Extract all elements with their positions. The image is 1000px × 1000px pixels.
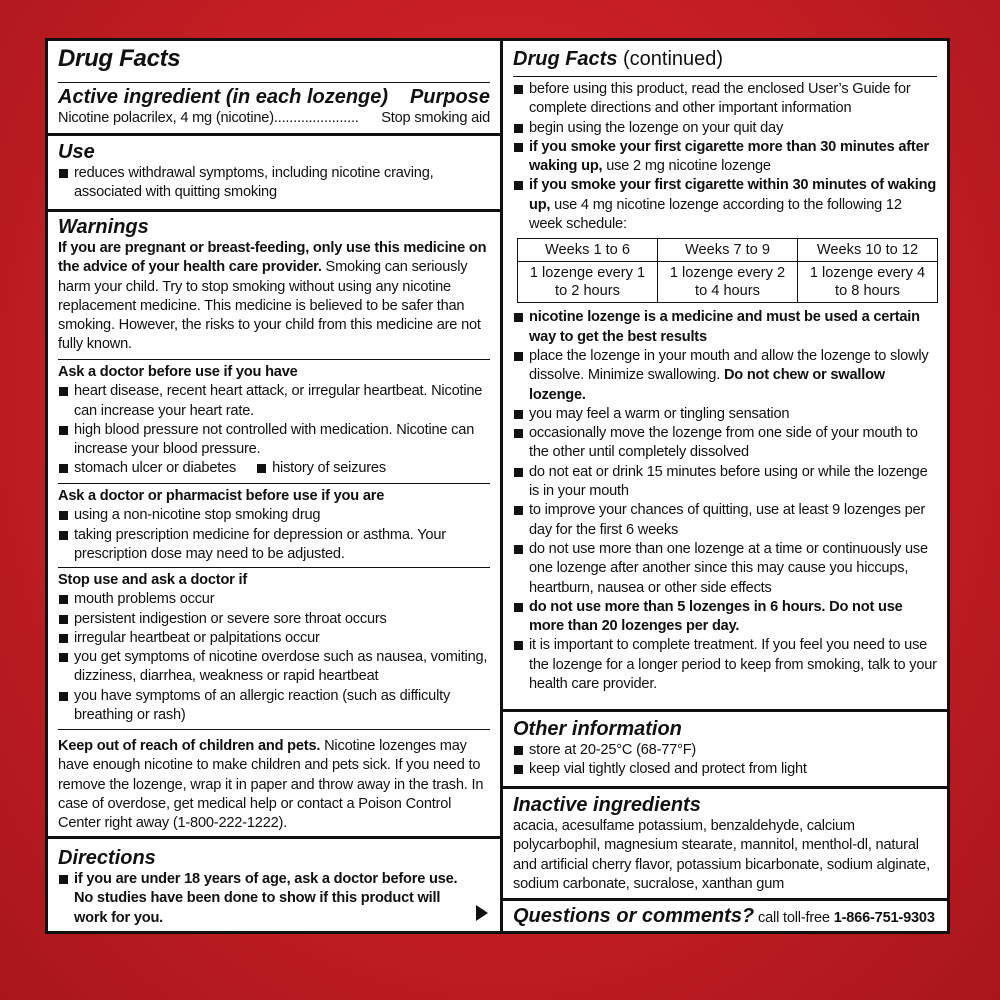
list-item: to improve your chances of quitting, use at least 9 lozenges per day for the first 6 weeks [513,501,937,540]
active-ingredient-section [48,85,500,128]
use-item: reduces withdrawal symptoms, including nicotine craving, associated with quitting smoking [58,164,490,203]
purpose-heading: Purpose [409,86,490,108]
use-section [48,140,500,203]
list-item: occasionally move the lozenge from one side of your mouth to the other until completely dissolved [513,424,937,463]
table-header-cell: Weeks 7 to 9 [658,239,798,262]
keep-out-text: Nicotine lozenges may have enough nicotine to make children and pets sick. If you need to remove the lozenge, wrap it in paper and throw away in the trash. In case of overdose, get medical help or contact a Poison Control Center right away (1-800-222-1222). [58,738,484,832]
phone-number: 1-866-751-9303 [833,910,935,926]
inactive-text: acacia, acesulfame potassium, benzaldehyde, calcium polycarbophil, magnesium stearate, mannitol, menthol-dl, natural and artificial cherry flavor, potassium bicarbonate, sodium alginate, sodium carbonate, sucralose, xanthan gum [513,818,930,892]
section-divider [48,209,500,212]
table-row [518,262,938,303]
list-item: do not use more than 5 lozenges in 6 hours. Do not use more than 20 lozenges per day. [513,598,937,637]
ingredient-line: Nicotine polacrilex, 4 mg (nicotine)...................... [58,110,359,126]
table-cell: 1 lozenge every 4 to 8 hours [798,262,938,303]
section-divider [503,709,947,712]
continue-arrow-icon [476,905,488,921]
table-cell: 1 lozenge every 2 to 4 hours [658,262,798,303]
right-column [503,41,947,931]
list-item: taking prescription medicine for depression or asthma. Your prescription dose may need to be adjusted. [58,526,490,565]
stop-use-section [48,571,500,725]
section-divider [503,898,947,901]
warnings-section [48,215,500,355]
list-item: stomach ulcer or diabetes [58,459,236,478]
list-item: before using this product, read the enclosed User’s Guide for complete directions and other important information [513,80,937,119]
list-item: history of seizures [256,459,386,478]
questions-title: Questions or comments? [513,905,755,927]
list-item: keep vial tightly closed and protect from light [513,760,937,779]
other-info-title: Other information [513,718,682,740]
table-header-cell: Weeks 1 to 6 [518,239,658,262]
dosing-schedule-table [517,238,938,303]
list-item: mouth problems occur [58,590,490,609]
section-divider [48,836,500,839]
active-ingredient-heading: Active ingredient (in each lozenge) [58,86,389,108]
purpose-value: Stop smoking aid [381,110,490,126]
section-divider [503,786,947,789]
list-item: nicotine lozenge is a medicine and must be used a certain way to get the best results [513,308,937,347]
directions-title: Directions [58,847,156,869]
list-item: do not use more than one lozenge at a time or continuously use one lozenge after another since this may cause you hiccups, heartburn, nausea or other side effects [513,540,937,598]
list-item: begin using the lozenge on your quit day [513,119,937,138]
ask-doctor-heading: Ask a doctor before use if you have [58,364,298,380]
list-item: irregular heartbeat or palpitations occur [58,629,490,648]
list-item: high blood pressure not controlled with medication. Nicotine can increase your blood pressure. [58,421,490,460]
continued-header [503,47,947,71]
continued-suffix: (continued) [617,48,724,70]
list-item-bold: Do not chew or swallow lozenge. [529,367,885,403]
list-item: persistent indigestion or severe sore throat occurs [58,610,490,629]
inactive-ingredients-section [503,793,947,894]
ask-pharmacist-heading: Ask a doctor or pharmacist before use if you are [58,488,385,504]
other-information-section [503,717,947,780]
inactive-title: Inactive ingredients [513,794,701,816]
pregnancy-warning-text: Smoking can seriously harm your child. Try to stop smoking without using any nicotine replacement medicine. This medicine is believed to be safer than smoking. However, the risks to your child from this medicine are not fully known. [58,259,481,353]
list-item: store at 20-25°C (68-77°F) [513,741,937,760]
list-item: if you are under 18 years of age, ask a doctor before use. No studies have been done to show if this product will work for you. [58,870,490,928]
stop-use-heading: Stop use and ask a doctor if [58,572,248,588]
divider [58,729,490,730]
section-divider [48,133,500,136]
list-item: heart disease, recent heart attack, or irregular heartbeat. Nicotine can increase your heart rate. [58,382,490,421]
list-item-bold: if you smoke your first cigarette within 30 minutes of waking up, [529,177,937,213]
questions-section [503,904,947,928]
drug-facts-label [45,38,950,934]
list-item-text: use 4 mg nicotine lozenge according to the following 12 week schedule: [529,196,902,233]
list-item: using a non-nicotine stop smoking drug [58,506,490,525]
warnings-title: Warnings [58,216,149,238]
list-item: you get symptoms of nicotine overdose such as nausea, vomiting, dizziness, diarrhea, weakness or rapid heartbeat [58,648,490,687]
table-cell: 1 lozenge every 1 to 2 hours [518,262,658,303]
list-item-text: place the lozenge in your mouth and allow the lozenge to slowly dissolve. Minimize swallowing. [529,347,929,384]
list-item: you have symptoms of an allergic reaction (such as difficulty breathing or rash) [58,687,490,726]
left-column [48,41,500,931]
table-header-cell: Weeks 10 to 12 [798,239,938,262]
table-row [518,239,938,262]
divider [58,359,490,360]
divider [58,483,490,484]
list-item: you may feel a warm or tingling sensation [513,405,937,424]
list-item-bold: if you smoke your first cigarette more than 30 minutes after waking up, [529,138,929,175]
ask-doctor-section [48,363,500,479]
ask-pharmacist-section [48,487,500,564]
list-item-text: use 2 mg nicotine lozenge [602,158,771,175]
directions-section [48,846,500,928]
keep-out-heading: Keep out of reach of children and pets. [58,738,321,754]
keep-out-section [48,737,500,833]
directions-continued [503,80,947,694]
divider [58,567,490,568]
use-title: Use [58,141,95,163]
divider [58,82,490,83]
divider [513,76,937,77]
questions-text: call toll-free [754,910,834,926]
continued-title: Drug Facts [513,48,618,70]
list-item: do not eat or drink 15 minutes before using or while the lozenge is in your mouth [513,463,937,502]
list-item: it is important to complete treatment. If you feel you need to use the lozenge for a longer period to keep from smoking, talk to your health care provider. [513,636,937,694]
pregnancy-warning: If you are pregnant or breast-feeding, only use this medicine on the advice of your health care provider. [58,240,487,276]
drug-facts-header [48,45,500,73]
drug-facts-title: Drug Facts [58,45,181,72]
